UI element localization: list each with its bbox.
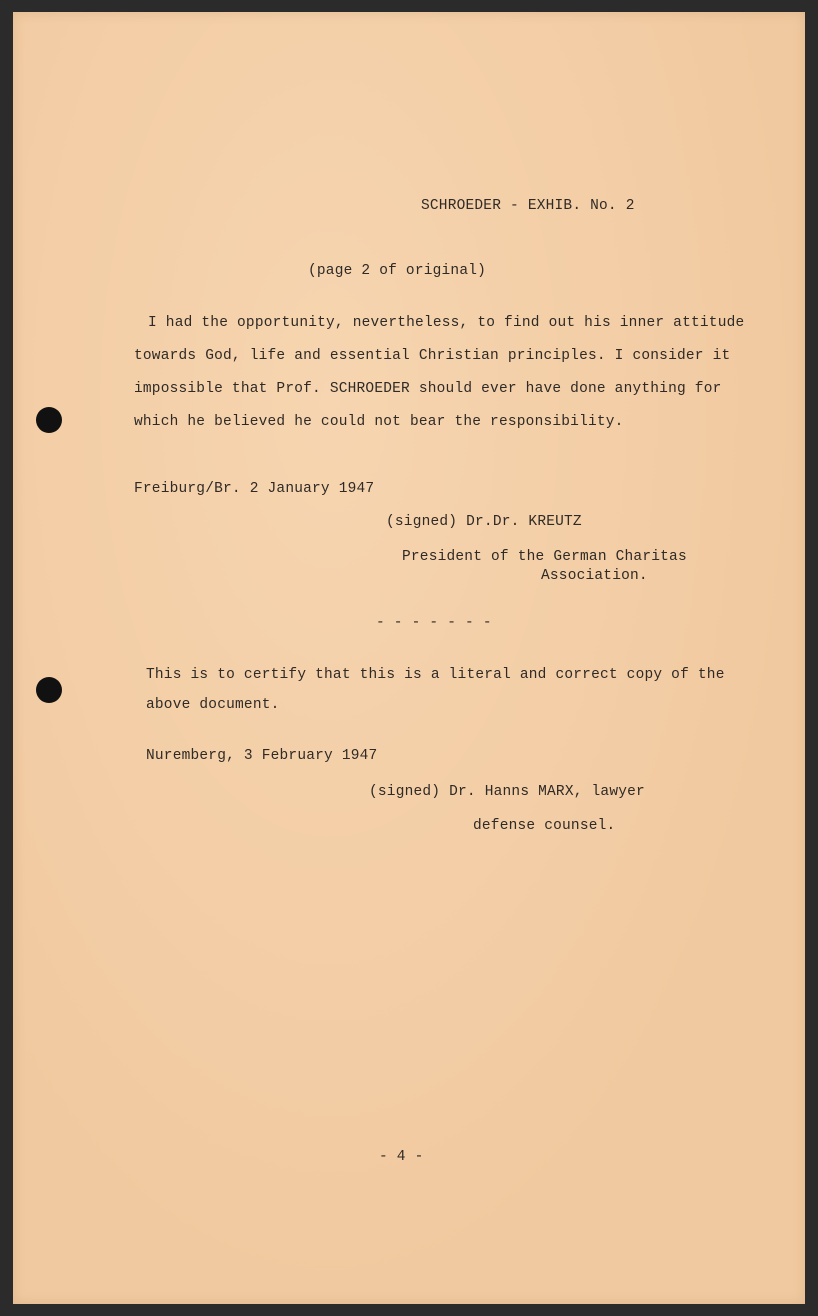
certification-line: above document.	[146, 697, 280, 713]
punch-hole-top	[36, 407, 62, 433]
document-page	[13, 12, 805, 1304]
body-line: towards God, life and essential Christian principles. I consider it	[134, 348, 731, 364]
page-number: - 4 -	[379, 1149, 424, 1165]
page-note: (page 2 of original)	[308, 263, 487, 279]
signer-title-continued: Association.	[541, 568, 648, 584]
body-line: I had the opportunity, nevertheless, to find out his inner attitude	[148, 315, 745, 331]
separator: - - - - - - -	[376, 615, 492, 631]
body-line: which he believed he could not bear the responsibility.	[134, 414, 624, 430]
signer-title: President of the German Charitas	[402, 549, 687, 565]
certification-signer-title: defense counsel.	[473, 818, 616, 834]
signature-line: (signed) Dr.Dr. KREUTZ	[386, 514, 582, 530]
certification-signature: (signed) Dr. Hanns MARX, lawyer	[369, 784, 645, 800]
exhibit-header: SCHROEDER - EXHIB. No. 2	[421, 198, 635, 214]
place-date: Freiburg/Br. 2 January 1947	[134, 481, 375, 497]
certification-place-date: Nuremberg, 3 February 1947	[146, 748, 378, 764]
punch-hole-bottom	[36, 677, 62, 703]
certification-line: This is to certify that this is a literal and correct copy of the	[146, 667, 725, 683]
body-line: impossible that Prof. SCHROEDER should ever have done anything for	[134, 381, 722, 397]
